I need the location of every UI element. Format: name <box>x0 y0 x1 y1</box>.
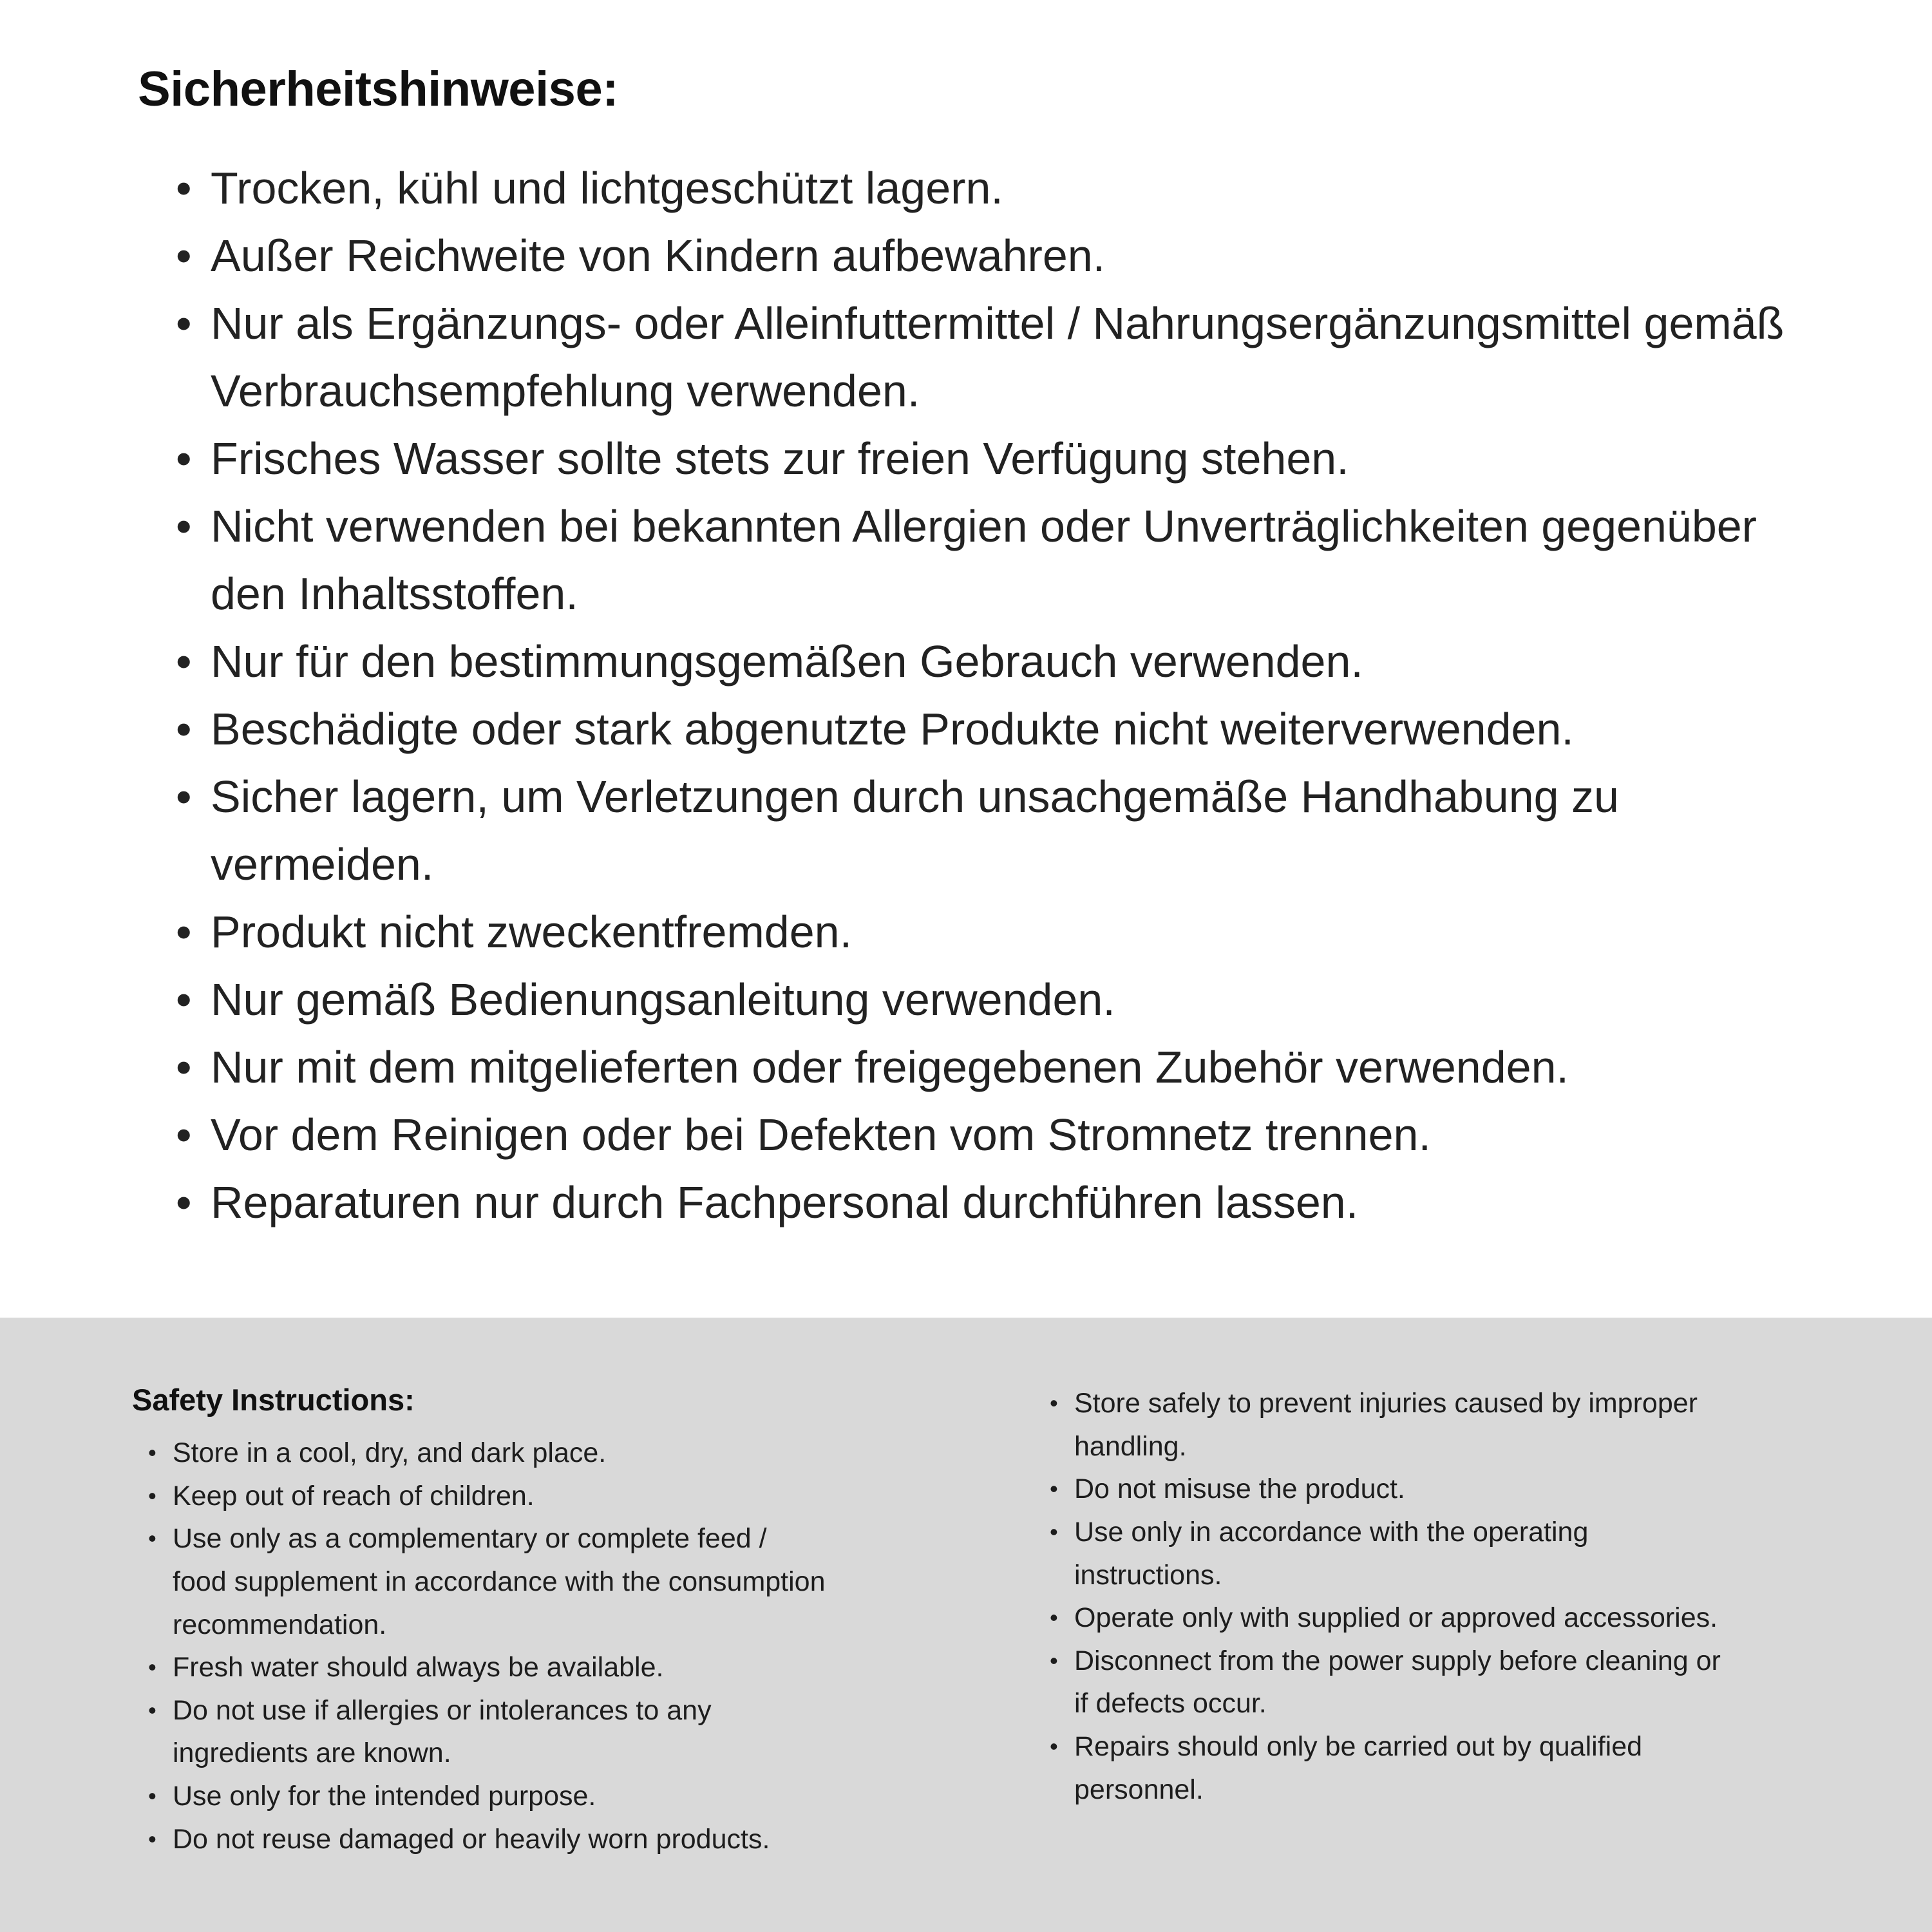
list-item: • Do not use if allergies or intolerances to any ingredients are known. <box>148 1689 828 1775</box>
list-item: • Repairs should only be carried out by qualified personnel. <box>1050 1725 1729 1811</box>
list-item: • Trocken, kühl und lichtgeschützt lagern. <box>176 155 1810 222</box>
english-section-title: Safety Instructions: <box>132 1383 415 1417</box>
list-item: • Nur gemäß Bedienungsanleitung verwenden. <box>176 966 1810 1034</box>
list-item: • Use only for the intended purpose. <box>148 1775 828 1818</box>
list-item: • Nicht verwenden bei bekannten Allergien oder Unverträglichkeiten gegenüber den Inhaltsstoffen. <box>176 493 1810 628</box>
list-item: • Use only in accordance with the operating instructions. <box>1050 1511 1729 1596</box>
list-item: • Vor dem Reinigen oder bei Defekten vom Stromnetz trennen. <box>176 1101 1810 1169</box>
english-safety-list-right <box>1034 1382 1729 1811</box>
list-item: • Do not reuse damaged or heavily worn products. <box>148 1818 828 1861</box>
english-safety-section <box>0 1318 1932 1932</box>
list-item: • Operate only with supplied or approved accessories. <box>1050 1596 1729 1640</box>
list-item: • Do not misuse the product. <box>1050 1468 1729 1511</box>
list-item: • Beschädigte oder stark abgenutzte Produkte nicht weiterverwenden. <box>176 696 1810 763</box>
list-item: • Produkt nicht zweckentfremden. <box>176 898 1810 966</box>
list-item: • Nur mit dem mitgelieferten oder freigegebenen Zubehör verwenden. <box>176 1034 1810 1101</box>
list-item: • Reparaturen nur durch Fachpersonal durchführen lassen. <box>176 1169 1810 1236</box>
german-safety-list <box>138 155 1810 1236</box>
list-item: • Disconnect from the power supply before cleaning or if defects occur. <box>1050 1640 1729 1725</box>
list-item: • Nur für den bestimmungsgemäßen Gebrauch verwenden. <box>176 628 1810 696</box>
list-item: • Frisches Wasser sollte stets zur freien Verfügung stehen. <box>176 425 1810 493</box>
english-left-column <box>132 1382 828 1932</box>
list-item: • Außer Reichweite von Kindern aufbewahren. <box>176 222 1810 290</box>
list-item: • Keep out of reach of children. <box>148 1475 828 1518</box>
list-item: • Fresh water should always be available. <box>148 1646 828 1689</box>
english-safety-list-left <box>132 1432 828 1861</box>
list-item: • Store safely to prevent injuries caused by improper handling. <box>1050 1382 1729 1468</box>
list-item: • Sicher lagern, um Verletzungen durch unsachgemäße Handhabung zu vermeiden. <box>176 763 1810 898</box>
list-item: • Store in a cool, dry, and dark place. <box>148 1432 828 1475</box>
english-right-column <box>1034 1382 1729 1932</box>
german-section-title: Sicherheitshinweise: <box>138 62 619 117</box>
list-item: • Nur als Ergänzungs- oder Alleinfuttermittel / Nahrungsergänzungsmittel gemäß Verbrauchsempfehlung verwenden. <box>176 290 1810 425</box>
list-item: • Use only as a complementary or complete feed / food supplement in accordance with the consumption recommendation. <box>148 1517 828 1646</box>
